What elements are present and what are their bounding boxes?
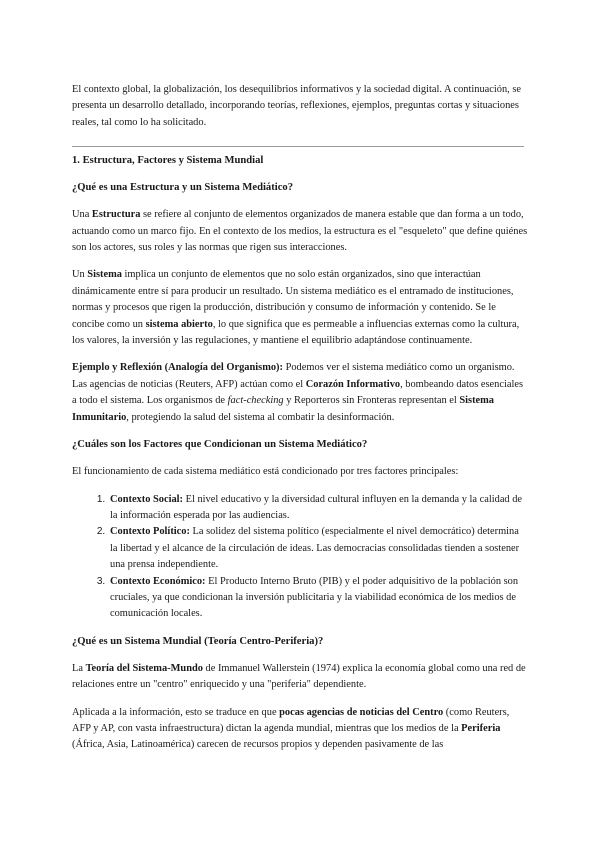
term-periferia: Periferia: [461, 722, 501, 734]
list-item: 1. Contexto Social: El nivel educativo y la diversidad cultural influyen en la demanda y la calidad de la información esperada por las audiencias.: [108, 492, 528, 525]
term-corazon: Corazón Informativo: [305, 378, 401, 390]
term-teoria: Teoría del Sistema-Mundo: [85, 662, 203, 674]
term-fact-checking: fact-checking: [227, 395, 284, 407]
question-heading-structure: ¿Qué es una Estructura y un Sistema Mediático?: [72, 182, 293, 194]
section-divider: [72, 146, 524, 147]
list-item: 2. Contexto Político: La solidez del sistema político (especialmente el nivel democrático) determina la libertad y el alcance de la circulación de ideas. Las democracias consolidadas tienden a sostener una prensa independiente.: [108, 524, 528, 573]
example-label: Ejemplo y Reflexión (Analogía del Organismo):: [72, 362, 283, 374]
term-sistema: Sistema: [87, 269, 122, 281]
term-inmunitario: Sistema Inmunitario: [72, 395, 494, 423]
list-item: 3. Contexto Económico: El Producto Interno Bruto (PIB) y el poder adquisitivo de la población son cruciales, ya que condicionan la inversión publicitaria y la viabilidad económica de los medios de comunicación locales.: [108, 574, 528, 623]
section-title: 1. Estructura, Factores y Sistema Mundial: [72, 155, 264, 167]
paragraph-teoria: La Teoría del Sistema-Mundo de Immanuel Wallerstein (1974) explica la economía global como una red de relaciones entre un "centro" enriquecido y una "periferia" dependiente.: [72, 662, 526, 691]
paragraph-sistema: Un Sistema implica un conjunto de elementos que no solo están organizados, sino que interactúan dinámicamente entre sí para producir un resultado. Un sistema mediático es el entramado de instituciones, normas y procesos que rigen la producción, distribución y consumo de información y contenido. Se le concibe como un sistema abierto, lo que significa que es permeable a influencias externas como la cultura, los valores, la inversión y las regulaciones, y mantiene el equilibrio adaptándose continuamente.: [72, 269, 520, 347]
intro-paragraph: El contexto global, la globalización, los desequilibrios informativos y la sociedad digital. A continuación, se presenta un desarrollo detallado, incorporando teorías, reflexiones, ejemplos, preguntas cortas y situaciones reales, tal como lo ha solicitado.: [72, 84, 522, 128]
factors-list: [72, 492, 528, 623]
term-sistema-abierto: sistema abierto: [145, 318, 213, 330]
document-body: [72, 82, 528, 765]
question-heading-factors: ¿Cuáles son los Factores que Condicionan un Sistema Mediático?: [72, 439, 368, 451]
factors-lead: El funcionamiento de cada sistema mediático está condicionado por tres factores principales:: [72, 466, 459, 478]
question-heading-world-system: ¿Qué es un Sistema Mundial (Teoría Centro-Periferia)?: [72, 635, 324, 647]
paragraph-estructura: Una Estructura se refiere al conjunto de elementos organizados de manera estable que dan forma a un todo, actuando como un marco fijo. En el contexto de los medios, la estructura es el "esqueleto" que define quiénes son los actores, sus roles y las normas que rigen sus interacciones.: [72, 209, 528, 254]
term-estructura: Estructura: [91, 209, 141, 221]
paragraph-aplicada: Aplicada a la información, esto se traduce en que pocas agencias de noticias del Centro (como Reuters, AFP y AP, con vasta infraestructura) dictan la agenda mundial, mientras que los medios de la Periferia (África, Asia, Latinoamérica) carecen de recursos propios y dependen pasivamente de las: [72, 706, 510, 751]
paragraph-ejemplo: Ejemplo y Reflexión (Analogía del Organismo): Podemos ver el sistema mediático como un organismo. Las agencias de noticias (Reuters, AFP) actúan como el Corazón Informativo, bombeando datos esenciales a todo el sistema. Los organismos de fact-checking y Reporteros sin Fronteras representan el Sistema Inmunitario, protegiendo la salud del sistema al combatir la desinformación.: [72, 362, 524, 423]
term-pocas-agencias: pocas agencias de noticias del Centro: [279, 706, 444, 718]
